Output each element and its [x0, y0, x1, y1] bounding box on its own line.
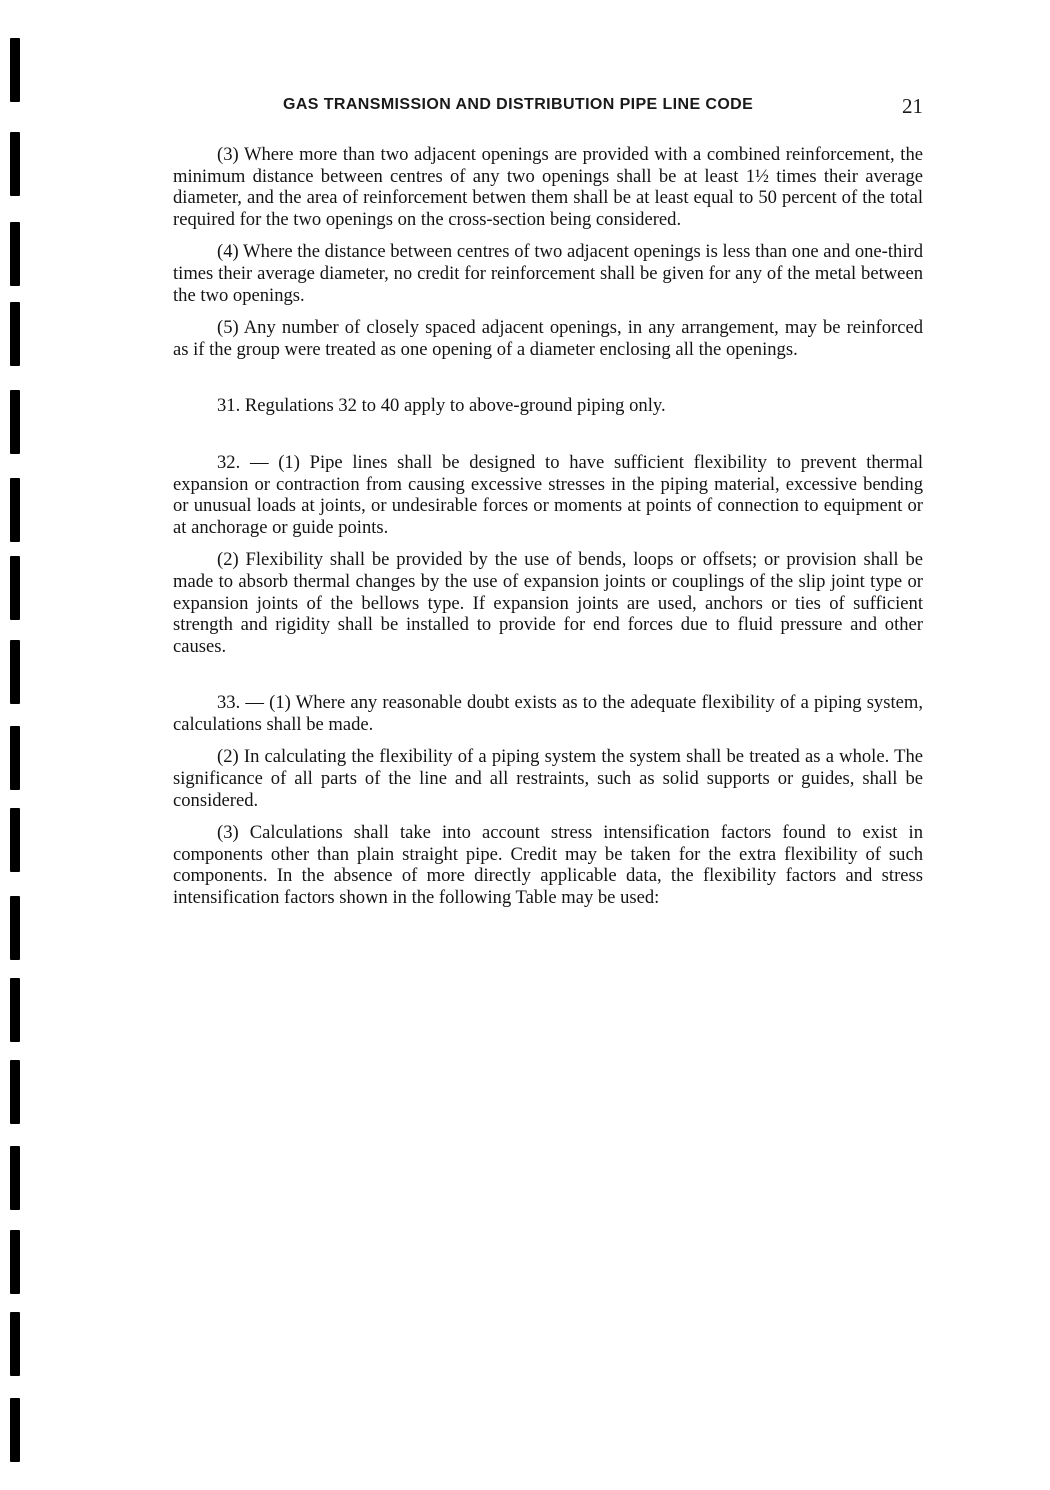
paragraph-30-5: (5) Any number of closely spaced adjacent openings, in any arrangement, may be reinforced as if the group were treated as one opening of a diameter enclosing all the openings. [173, 317, 923, 360]
paragraph-31: 31. Regulations 32 to 40 apply to above-ground piping only. [217, 395, 666, 417]
binding-hole [10, 978, 20, 1042]
binding-hole [10, 390, 20, 454]
page-number: 21 [902, 94, 923, 118]
binding-hole [10, 556, 20, 620]
running-title: GAS TRANSMISSION AND DISTRIBUTION PIPE LINE CODE [283, 96, 754, 113]
paragraph-32-1: 32. — (1) Pipe lines shall be designed to have sufficient flexibility to prevent thermal expansion or contraction from causing excessive stresses in the piping material, excessive bending or unusual loads at joints, or undesirable forces or moments at points of connection to equipment or at anchorage or guide points. [173, 451, 923, 538]
binding-hole [10, 302, 20, 366]
binding-hole [10, 38, 20, 102]
binding-hole [10, 1398, 20, 1462]
binding-hole [10, 1230, 20, 1294]
page-header [173, 96, 923, 124]
binding-hole [10, 726, 20, 790]
binding-hole [10, 896, 20, 960]
binding-hole [10, 808, 20, 872]
paragraph-32-2: (2) Flexibility shall be provided by the use of bends, loops or offsets; or provision shall be made to absorb thermal changes by the use of expansion joints or couplings of the slip joint type or expansion joints of the bellows type. If expansion joints are used, anchors or ties of sufficient strength and rigidity shall be installed to provide for end forces due to fluid pressure and other causes. [173, 549, 923, 657]
binding-hole [10, 1146, 20, 1210]
paragraph-30-3: (3) Where more than two adjacent openings are provided with a combined reinforcement, the minimum distance between centres of any two openings shall be at least 1½ times their average diameter, and the area of reinforcement betwen them shall be at least equal to 50 percent of the total required for the two openings on the cross-section being considered. [173, 144, 923, 230]
paragraph-33-1: 33. — (1) Where any reasonable doubt exists as to the adequate flexibility of a piping system, calculations shall be made. [173, 692, 923, 735]
paragraph-33-3: (3) Calculations shall take into account stress intensification factors found to exist in components other than plain straight pipe. Credit may be taken for the extra flexibility of such components. In the absence of more directly applicable data, the flexibility factors and stress intensification factors shown in the following Table may be used: [173, 822, 923, 909]
document-page [173, 96, 923, 909]
binding-hole [10, 1312, 20, 1376]
paragraph-30-4: (4) Where the distance between centres of two adjacent openings is less than one and one-third times their average diameter, no credit for reinforcement shall be given for any of the metal between the two openings. [173, 241, 923, 306]
binding-hole [10, 1060, 20, 1124]
binding-hole [10, 222, 20, 286]
paragraph-33-2: (2) In calculating the flexibility of a piping system the system shall be treated as a whole. The significance of all parts of the line and all restraints, such as solid supports or guides, shall be considered. [173, 746, 923, 811]
binding-hole [10, 132, 20, 196]
binding-hole [10, 478, 20, 542]
binding-hole [10, 640, 20, 704]
